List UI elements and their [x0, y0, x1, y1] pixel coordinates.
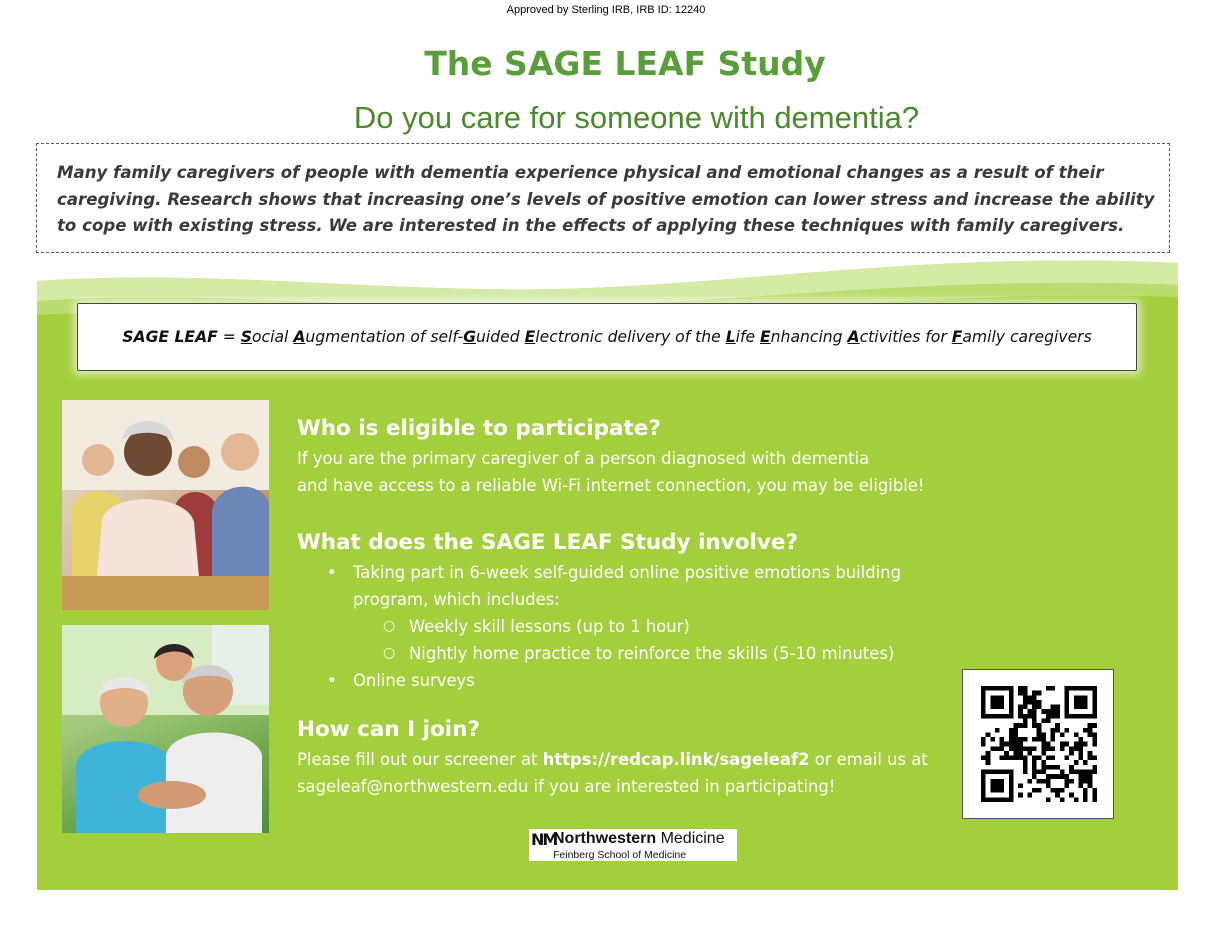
qr-code-graphic — [979, 686, 1099, 802]
acronym-word: ife — [735, 328, 761, 346]
qr-code[interactable] — [962, 669, 1114, 819]
eligible-text-line: If you are the primary caregiver of a person diagnosed with dementia — [297, 449, 870, 468]
acronym-word: uided — [476, 328, 525, 346]
acronym-lead: SAGE LEAF — [122, 328, 218, 346]
screener-link[interactable]: https://redcap.link/sageleaf2 — [542, 750, 810, 769]
logo-name-rest: Medicine — [656, 830, 725, 847]
join-heading: How can I join? — [297, 717, 480, 742]
involve-bullet — [297, 559, 997, 613]
acronym-word: nhancing — [770, 328, 848, 346]
northwestern-medicine-logo — [529, 829, 737, 861]
acronym-word: amily caregivers — [962, 328, 1092, 346]
green-panel — [37, 255, 1178, 890]
irb-approval: Approved by Sterling IRB, IRB ID: 12240 — [506, 4, 706, 16]
page-subtitle: Do you care for someone with dementia? — [353, 100, 920, 135]
acronym-definition — [122, 328, 1091, 346]
acronym-word: ocial — [252, 328, 294, 346]
acronym-letter: L — [725, 328, 736, 346]
photo-grandparents-child — [62, 625, 269, 833]
join-text-line — [297, 746, 997, 773]
logo-subtitle: Feinberg School of Medicine — [553, 849, 687, 861]
acronym-letter: E — [760, 328, 771, 346]
acronym-letter: F — [951, 328, 963, 346]
involve-bullet-text: program, which includes: — [353, 590, 560, 609]
acronym-letter: S — [240, 328, 253, 346]
acronym-letter: G — [463, 328, 477, 346]
acronym-letter: E — [524, 328, 536, 346]
logo-name-bold: Northwestern — [553, 830, 657, 847]
intro-box — [36, 143, 1170, 253]
photo-group-seniors — [62, 400, 269, 610]
intro-text: Many family caregivers of people with dementia experience physical and emotional changes as a result of their caregiving. Research shows that increasing one’s levels of positive emotion can lower stress and increase the ability to cope with existing stress. We are interested in the effects of applying these techniques with family caregivers. — [57, 163, 1155, 235]
photo-group-seniors-illustration — [62, 400, 269, 610]
involve-subbullet: ○ Nightly home practice to reinforce the skills (5-10 minutes) — [297, 640, 997, 667]
acronym-word: lectronic delivery of the — [535, 328, 726, 346]
eligible-heading: Who is eligible to participate? — [297, 416, 661, 441]
acronym-word: ctivities for — [859, 328, 952, 346]
join-text: Please fill out our screener at — [297, 750, 543, 769]
involve-bullet: • Online surveys — [297, 667, 997, 694]
involve-heading: What does the SAGE LEAF Study involve? — [297, 530, 798, 555]
involve-subbullet: ○ Weekly skill lessons (up to 1 hour) — [297, 613, 997, 640]
photo-grandparents-illustration — [62, 625, 269, 833]
acronym-equals: = — [217, 328, 241, 346]
logo-name — [553, 830, 725, 848]
acronym-box — [77, 303, 1137, 371]
acronym-letter: A — [293, 328, 306, 346]
acronym-letter: A — [847, 328, 860, 346]
join-email-line: sageleaf@northwestern.edu if you are interested in participating! — [297, 777, 836, 796]
join-text: or email us at — [809, 750, 928, 769]
involve-bullet-text: Taking part in 6-week self-guided online positive emotions building — [353, 563, 901, 582]
page-title: The SAGE LEAF Study — [424, 44, 826, 83]
eligible-text-line: and have access to a reliable Wi-Fi internet connection, you may be eligible! — [297, 476, 925, 495]
info-content — [297, 413, 997, 800]
nm-logo-mark: NM — [531, 830, 557, 849]
acronym-word: ugmentation of self- — [305, 328, 464, 346]
